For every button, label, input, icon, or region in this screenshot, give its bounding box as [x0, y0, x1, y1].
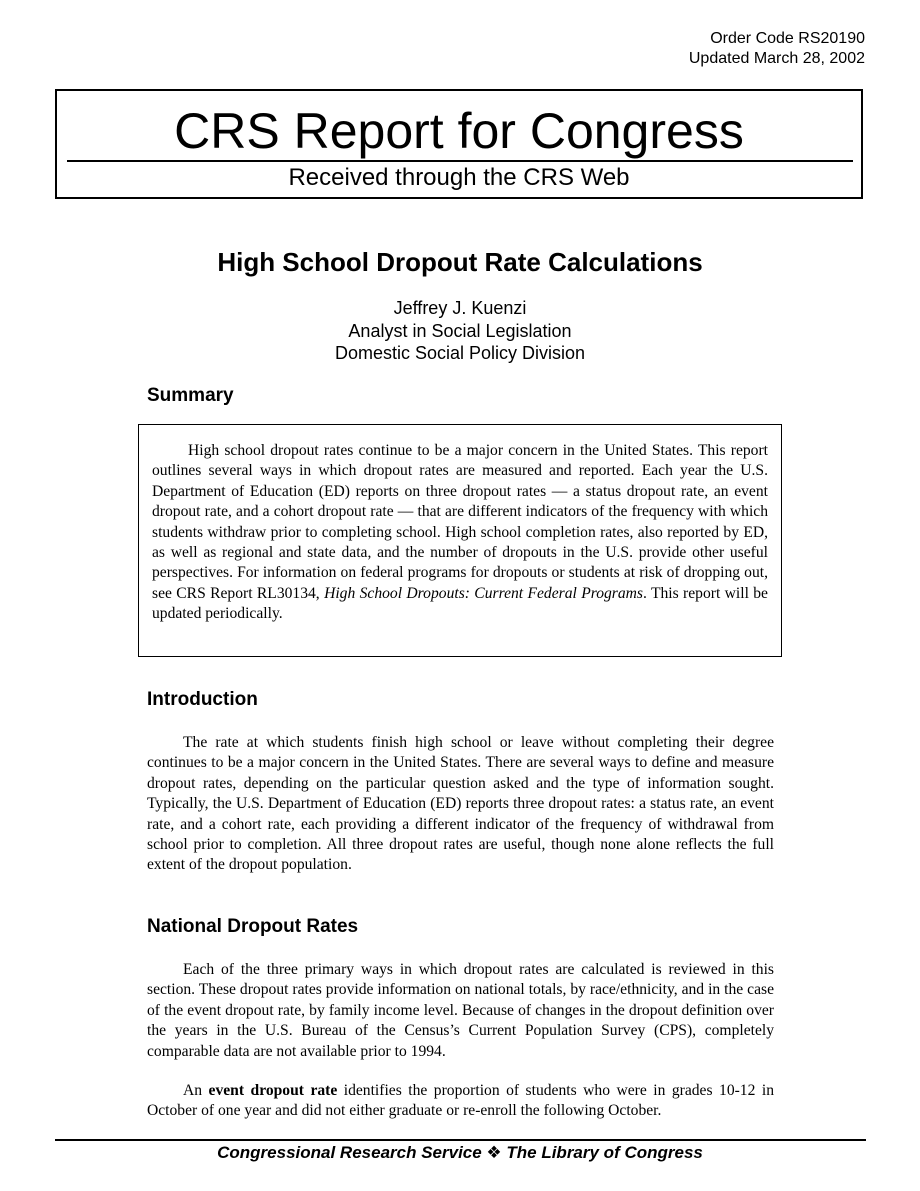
document-title: High School Dropout Rate Calculations: [217, 247, 703, 277]
footer-text: Congressional Research Service ❖ The Library of Congress: [217, 1143, 703, 1162]
introduction-heading: Introduction: [147, 689, 258, 710]
summary-report-title: High School Dropouts: Current Federal Programs: [324, 584, 643, 602]
summary-text-main: High school dropout rates continue to be a major concern in the United States. This report outlines several ways in which dropout rates are measured and reported. Each year the U.S. Department of Education (ED) reports on three dropout rates — a status dropout rate, an event dropout rate, and a cohort dropout rate — that are different indicators of the frequency with which students withdraw prior to completing school. High school completion rates, also reported by ED, as well as regional and state data, and the number of dropouts in the U.S. provide other useful perspectives. For information on federal programs for dropouts or students at risk of dropping out, see CRS Report RL30134,: [152, 442, 768, 602]
national-para-2: [147, 1081, 774, 1122]
order-code: Order Code RS20190: [710, 30, 865, 47]
masthead-box: [55, 89, 863, 199]
summary-text: [152, 441, 768, 625]
author-division: Domestic Social Policy Division: [334, 343, 586, 363]
summary-box: [138, 424, 782, 657]
national-para-2-rest: identifies the proportion of students who were in grades 10-12 in October of one year and did not either graduate or re-enroll the following October.: [147, 1082, 775, 1120]
updated-date: Updated March 28, 2002: [688, 50, 865, 67]
national-para-1: Each of the three primary ways in which dropout rates are calculated is reviewed in this section. These dropout rates provide information on national totals, by race/ethnicity, and in the case of the event dropout rate, by family income level. Because of changes in the dropout definition over the years in the U.S. Bureau of the Census’s Current Population Survey (CPS), completely comparable data are not available prior to 1994.: [147, 961, 774, 1060]
footer-rule: [55, 1139, 866, 1141]
order-info: [689, 29, 865, 69]
summary-heading: Summary: [147, 385, 234, 406]
author-title: Analyst in Social Legislation: [348, 320, 572, 341]
author-name: Jeffrey J. Kuenzi: [393, 298, 527, 318]
summary-text-end: . This report will be updated periodically.: [152, 584, 768, 623]
national-para-2-lead: An: [183, 1082, 209, 1099]
masthead-subtitle: Received through the CRS Web: [288, 164, 630, 191]
national-heading: National Dropout Rates: [147, 916, 359, 937]
event-dropout-term: event dropout rate: [208, 1082, 338, 1099]
introduction-text: The rate at which students finish high school or leave without completing their degree continues to be a major concern in the United States. There are several ways to define and measure dropout rates, depending on the particular question asked and the type of information sought. Typically, the U.S. Department of Education (ED) reports three dropout rates: a status rate, an event rate, and a cohort rate, each providing a different indicator of the frequency of withdrawal from school prior to completion. All three dropout rates are useful, though none alone reflects the full extent of the dropout population.: [147, 734, 774, 874]
masthead-rule: [67, 160, 853, 162]
author-block: [0, 297, 920, 365]
masthead-title: CRS Report for Congress: [174, 103, 744, 159]
